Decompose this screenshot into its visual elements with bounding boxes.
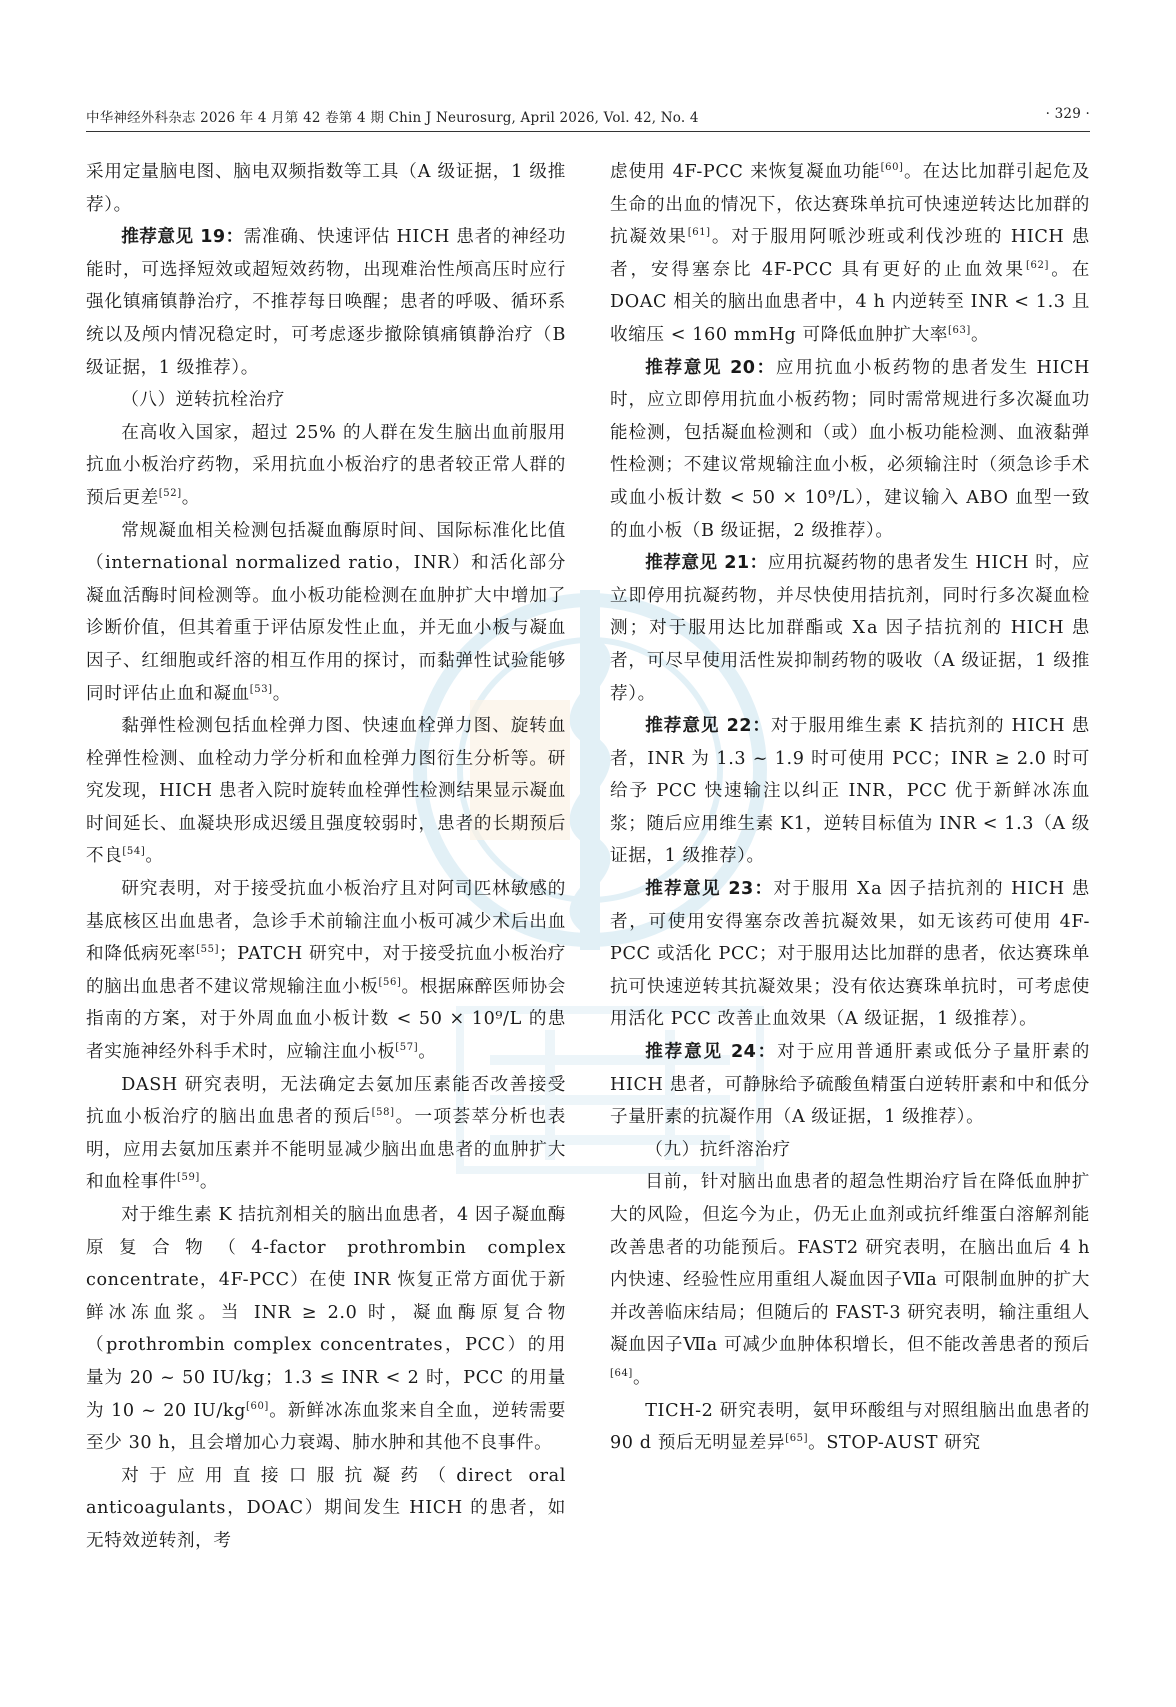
journal-citation: 中华神经外科杂志 2026 年 4 月第 42 卷第 4 期 Chin J Neurosurg, April 2026, Vol. 42, No. 4 [86, 110, 699, 126]
citation[interactable]: [61] [687, 227, 711, 239]
recommendation-20: 推荐意见 20：应用抗血小板药物的患者发生 HICH 时，应立即停用抗血小板药物；同时需常规进行多次凝血功能检测，包括凝血检测和（或）血小板功能检测、血液黏弹性检测；不建议常规输注血小板，必须输注时（须急诊手术或血小板计数 < 50 × 10⁹/L），建议输入 ABO 血型一致的血小板（B 级证据，2 级推荐）。 [610, 357, 1090, 541]
citation[interactable]: [53] [249, 683, 273, 695]
paragraph: DASH 研究表明，无法确定去氨加压素能否改善接受抗血小板治疗的脑出血患者的预后[58]。一项荟萃分析也表明，应用去氨加压素并不能明显减少脑出血患者的血肿扩大和血栓事件[59]。 [86, 1074, 566, 1193]
paragraph: 目前，针对脑出血患者的超急性期治疗旨在降低血肿扩大的风险，但迄今为止，仍无止血剂或抗纤维蛋白溶解剂能改善患者的功能预后。FAST2 研究表明，在脑出血后 4 h 内快速、经验性应用重组人凝血因子Ⅶa 可限制血肿的扩大并改善临床结局；但随后的 FAST-3 研究表明，输注重组人凝血因子Ⅶa 可减少血肿体积增长，但不能改善患者的预后[64]。 [610, 1172, 1090, 1388]
right-column [610, 156, 1090, 1656]
section-heading: （八）逆转抗栓治疗 [121, 390, 285, 411]
paragraph: 在高收入国家，超过 25% 的人群在发生脑出血前服用抗血小板治疗药物，采用抗血小板治疗的患者较正常人群的预后更差[52]。 [86, 422, 566, 508]
citation[interactable]: [60] [880, 162, 904, 174]
citation[interactable]: [59] [176, 1172, 200, 1184]
paragraph: 虑使用 4F-PCC 来恢复凝血功能[60]。在达比加群引起危及生命的出血的情况下，依达赛珠单抗可快速逆转达比加群的抗凝效果[61]。对于服用阿哌沙班或利伐沙班的 HICH 患者，安得塞奈比 4F-PCC 具有更好的止血效果[62]。在 DOAC 相关的脑出血患者中，4 h 内逆转至 INR < 1.3 且收缩压 < 160 mmHg 可降低血肿扩大率[63]。 [610, 162, 1090, 345]
citation[interactable]: [64] [610, 1368, 633, 1380]
paragraph: 研究表明，对于接受抗血小板治疗且对阿司匹林敏感的基底核区出血患者，急诊手术前输注血小板可减少术后出血和降低病死率[55]；PATCH 研究中，对于接受抗血小板治疗的脑出血患者不建议常规输注血小板[56]。根据麻醉医师协会指南的方案，对于外周血血小板计数 < 50 × 10⁹/L 的患者实施神经外科手术时，应输注血小板[57]。 [86, 879, 566, 1063]
citation[interactable]: [56] [378, 976, 402, 988]
citation[interactable]: [62] [1026, 259, 1049, 271]
recommendation-label: 推荐意见 21： [645, 553, 768, 574]
citation[interactable]: [52] [158, 488, 182, 500]
recommendation-23: 推荐意见 23：对于服用 Ⅹa 因子拮抗剂的 HICH 患者，可使用安得塞奈改善抗凝效果，如无该药可使用 4F-PCC 或活化 PCC；对于服用达比加群的患者，依达赛珠单抗可快速逆转其抗凝效果；没有依达赛珠单抗时，可考虑使用活化 PCC 改善止血效果（A 级证据，1 级推荐）。 [610, 879, 1090, 1030]
paragraph: 对于维生素 K 拮抗剂相关的脑出血患者，4 因子凝血酶原复合物（4-factor prothrombin complex concentrate，4F-PCC）在使 INR 恢复正常方面优于新鲜冰冻血浆。当 INR ≥ 2.0 时，凝血酶原复合物（prothrombin complex concentrates，PCC）的用量为 20 ~ 50 IU/kg；1.3 ≤ INR < 2 时，PCC 的用量为 10 ~ 20 IU/kg[60]。新鲜冰冻血浆来自全血，逆转需要至少 30 h，且会增加心力衰竭、肺水肿和其他不良事件。 [86, 1205, 566, 1454]
header-rule [86, 131, 1090, 132]
paragraph: 常规凝血相关检测包括凝血酶原时间、国际标准化比值（international normalized ratio，INR）和活化部分凝血活酶时间检测等。血小板功能检测在血肿扩大中增加了诊断价值，但其着重于评估原发性止血，并无血小板与凝血因子、红细胞或纤溶的相互作用的探讨，而黏弹性试验能够同时评估止血和凝血[53]。 [86, 520, 566, 704]
citation[interactable]: [60] [245, 1400, 269, 1412]
citation[interactable]: [63] [948, 325, 971, 337]
recommendation-label: 推荐意见 22： [645, 716, 772, 737]
recommendation-22: 推荐意见 22：对于服用维生素 K 拮抗剂的 HICH 患者，INR 为 1.3 ~ 1.9 时可使用 PCC；INR ≥ 2.0 时可给予 PCC 快速输注以纠正 INR，PCC 优于新鲜冰冻血浆；随后应用维生素 K1，逆转目标值为 INR < 1.3（A 级证据，1 级推荐）。 [610, 716, 1090, 867]
recommendation-label: 推荐意见 20： [645, 357, 776, 378]
citation[interactable]: [58] [371, 1107, 395, 1119]
recommendation-21: 推荐意见 21：应用抗凝药物的患者发生 HICH 时，应立即停用抗凝药物，并尽快使用拮抗剂，同时行多次凝血检测；对于服用达比加群酯或 Ⅹa 因子拮抗剂的 HICH 患者，可尽早使用活性炭抑制药物的吸收（A 级证据，1 级推荐）。 [610, 553, 1090, 704]
left-column [86, 156, 566, 1656]
paragraph: 黏弹性检测包括血栓弹力图、快速血栓弹力图、旋转血栓弹性检测、血栓动力学分析和血栓弹力图衍生分析等。研究发现，HICH 患者入院时旋转血栓弹性检测结果显示凝血时间延长、血凝块形成迟缓且强度较弱时，患者的长期预后不良[54]。 [86, 716, 566, 867]
citation[interactable]: [55] [196, 944, 220, 956]
recommendation-19: 推荐意见 19：需准确、快速评估 HICH 患者的神经功能时，可选择短效或超短效药物，出现难治性颅高压时应行强化镇痛镇静治疗，不推荐每日唤醒；患者的呼吸、循环系统以及颅内情况稳定时，可考虑逐步撤除镇痛镇静治疗（B 级证据，1 级推荐）。 [86, 227, 566, 378]
recommendation-label: 推荐意见 23： [645, 879, 774, 900]
section-heading: （九）抗纤溶治疗 [645, 1139, 791, 1160]
running-header [86, 106, 1090, 132]
paragraph: 对于应用直接口服抗凝药（direct oral anticoagulants，DOAC）期间发生 HICH 的患者，如无特效逆转剂，考 [86, 1465, 566, 1551]
citation[interactable]: [65] [785, 1433, 809, 1445]
page-number: · 329 · [1045, 106, 1090, 122]
recommendation-label: 推荐意见 24： [645, 1042, 778, 1063]
citation[interactable]: [57] [395, 1042, 419, 1054]
recommendation-label: 推荐意见 19： [121, 227, 244, 248]
paragraph: 采用定量脑电图、脑电双频指数等工具（A 级证据，1 级推荐）。 [86, 162, 566, 215]
recommendation-24: 推荐意见 24：对于应用普通肝素或低分子量肝素的 HICH 患者，可静脉给予硫酸鱼精蛋白逆转肝素和中和低分子量肝素的抗凝作用（A 级证据，1 级推荐）。 [610, 1042, 1090, 1128]
paragraph: TICH-2 研究表明，氨甲环酸组与对照组脑出血患者的 90 d 预后无明显差异[65]。STOP-AUST 研究 [610, 1400, 1090, 1454]
citation[interactable]: [54] [122, 846, 146, 858]
